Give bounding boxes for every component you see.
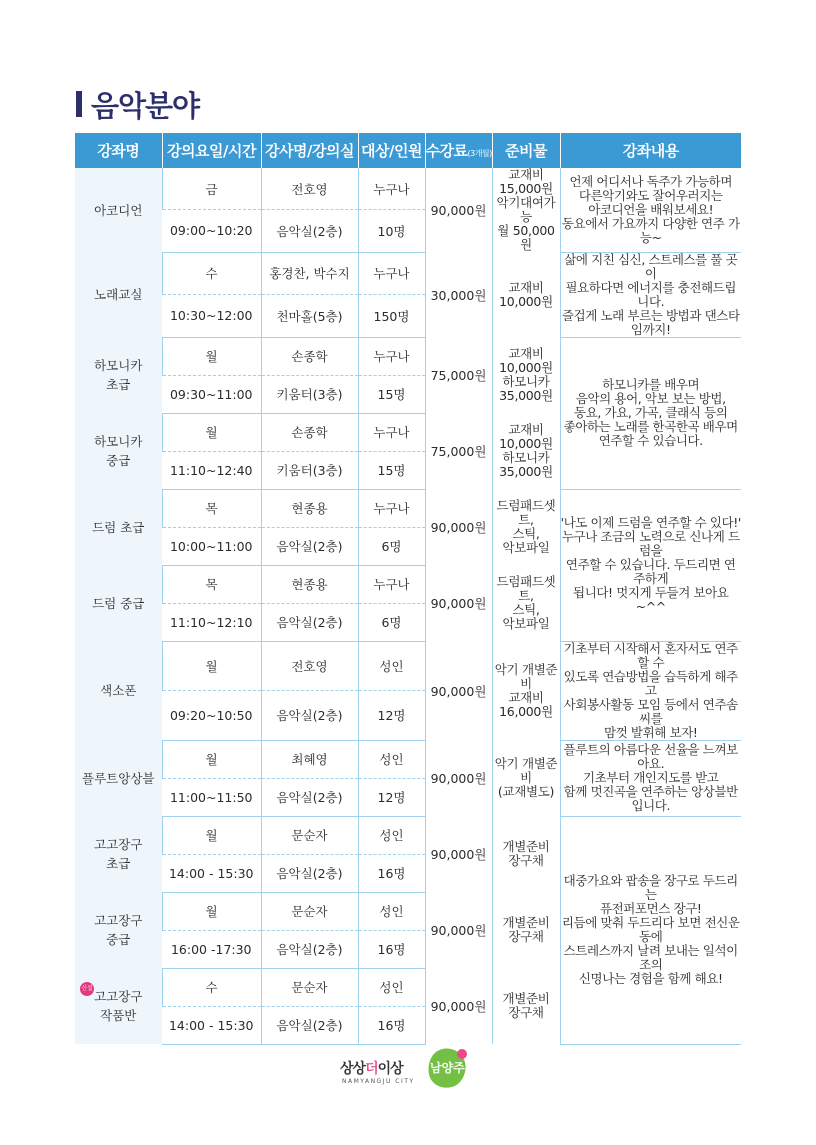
course-prep-line: 악보파일 <box>502 616 550 631</box>
course-description-line: 연주할 수 있습니다. <box>598 433 703 448</box>
course-prep <box>492 816 560 892</box>
course-description-line: 아코디언을 배워보세요! <box>588 201 714 217</box>
course-capacity: 6명 <box>358 603 425 641</box>
course-target: 누구나 <box>358 413 425 451</box>
course-description-line: 대중가요와 팝송을 장구로 두드리는 <box>563 873 738 902</box>
course-capacity: 15명 <box>358 451 425 489</box>
course-instructor: 문순자 <box>261 968 358 1006</box>
table-row <box>75 337 741 375</box>
section-title-text: 음악분야 <box>91 88 200 123</box>
course-prep-line: 교재비 <box>508 346 544 361</box>
course-target: 성인 <box>358 816 425 854</box>
course-prep-line: 10,000원 <box>499 293 553 309</box>
header-instructor: 강사명/강의실 <box>261 133 358 168</box>
course-fee: 90,000원 <box>425 565 492 641</box>
table-row <box>75 641 741 691</box>
course-description-line: 동요, 가요, 가곡, 클래식 등의 <box>574 405 728 420</box>
course-prep-line: 교재비 <box>508 167 544 182</box>
course-instructor: 손종학 <box>261 337 358 375</box>
course-fee: 75,000원 <box>425 413 492 489</box>
course-description-line: 기초부터 개인지도를 받고 <box>582 770 719 785</box>
course-prep <box>492 892 560 968</box>
course-name-text <box>82 769 154 788</box>
course-day: 목 <box>162 489 261 527</box>
course-instructor: 문순자 <box>261 816 358 854</box>
course-name-line: 하모니카 <box>94 434 143 449</box>
course-prep-line: 35,000원 <box>499 464 553 479</box>
table-header-row <box>75 133 741 168</box>
course-prep-line: 월 50,000원 <box>497 223 555 252</box>
course-target: 누구나 <box>358 168 425 210</box>
course-prep-line: 악기대여가능 <box>496 195 556 224</box>
course-name-text <box>94 911 142 949</box>
header-fee-label: 수강료 <box>425 142 468 160</box>
course-name-line: 중급 <box>106 453 131 468</box>
course-day: 월 <box>162 337 261 375</box>
course-instructor: 전호영 <box>261 641 358 691</box>
course-description-line: 하모니카를 배우며 <box>602 377 700 392</box>
course-time: 14:00 - 15:30 <box>162 1006 261 1044</box>
course-name <box>75 565 162 641</box>
course-description-line: 필요하다면 에너지를 충전해드립니다. <box>565 279 737 309</box>
course-name-line: 노래교실 <box>94 287 143 302</box>
course-room: 키움터(3층) <box>261 375 358 413</box>
course-prep-line: 10,000원 <box>499 436 553 451</box>
course-capacity: 12명 <box>358 778 425 816</box>
course-description-line: 신명나는 경험을 함께 해요! <box>578 971 723 986</box>
brand-slogan <box>340 1058 403 1078</box>
course-target: 누구나 <box>358 489 425 527</box>
course-time: 11:10~12:10 <box>162 603 261 641</box>
course-description <box>560 816 741 1044</box>
course-room: 음악실(2층) <box>261 854 358 892</box>
course-name-line: 드럼 중급 <box>92 595 145 611</box>
course-description-line: 리듬에 맞춰 두드리다 보면 전신운동에 <box>561 915 740 944</box>
header-fee <box>425 133 492 168</box>
course-day: 수 <box>162 252 261 295</box>
course-instructor: 전호영 <box>261 168 358 210</box>
course-capacity: 150명 <box>358 295 425 338</box>
course-description <box>560 489 741 641</box>
course-fee: 90,000원 <box>425 641 492 740</box>
course-prep-line: (교재별도) <box>497 784 555 799</box>
course-room: 키움터(3층) <box>261 451 358 489</box>
course-table <box>75 133 741 1045</box>
course-prep-line: 교재비 <box>508 422 544 437</box>
course-time: 09:00~10:20 <box>162 210 261 252</box>
course-prep-line: 장구채 <box>508 1005 544 1020</box>
course-time: 11:10~12:40 <box>162 451 261 489</box>
course-description-line: 삶에 지친 심신, 스트레스를 풀 곳이 <box>564 251 738 281</box>
course-name <box>75 337 162 413</box>
title-bar-decoration <box>76 91 82 117</box>
course-day: 월 <box>162 816 261 854</box>
course-prep <box>492 641 560 740</box>
course-room: 음악실(2층) <box>261 527 358 565</box>
course-description-line: 연주할 수 있습니다. 두드리면 연주하게 <box>565 557 736 586</box>
course-prep-line: 드럼패드셋트, <box>496 498 556 527</box>
course-name <box>75 968 162 1044</box>
course-instructor: 최혜영 <box>261 740 358 778</box>
table-row <box>75 252 741 295</box>
course-name-text <box>94 835 142 873</box>
course-instructor: 손종학 <box>261 413 358 451</box>
course-prep <box>492 740 560 816</box>
course-prep-line: 하모니카 <box>502 374 550 389</box>
course-capacity: 6명 <box>358 527 425 565</box>
course-time: 10:00~11:00 <box>162 527 261 565</box>
course-name <box>75 489 162 565</box>
course-fee: 90,000원 <box>425 892 492 968</box>
course-time: 10:30~12:00 <box>162 295 261 338</box>
course-description <box>560 252 741 337</box>
course-prep-line: 15,000원 <box>499 181 553 196</box>
header-name: 강좌명 <box>75 133 162 168</box>
course-name-text <box>94 201 142 220</box>
course-target: 성인 <box>358 968 425 1006</box>
course-description-line: 플루트의 아름다운 선율을 느껴보아요. <box>563 742 738 771</box>
course-name-line: 고고장구 <box>94 837 143 852</box>
course-time: 16:00 -17:30 <box>162 930 261 968</box>
course-instructor: 홍경찬, 박수지 <box>261 252 358 295</box>
course-name-line: 중급 <box>106 932 131 947</box>
course-fee: 30,000원 <box>425 252 492 337</box>
course-description-line: 함께 멋진곡을 연주하는 앙상블반입니다. <box>563 784 738 813</box>
course-description-line: 언제 어디서나 독주가 가능하며 <box>569 173 732 189</box>
course-name <box>75 816 162 892</box>
course-name-line: 고고장구 <box>94 913 143 928</box>
course-name-text <box>94 285 142 304</box>
course-name-text <box>94 356 142 394</box>
course-capacity: 12명 <box>358 691 425 741</box>
course-name <box>75 413 162 489</box>
table-row <box>75 816 741 854</box>
course-room: 음악실(2층) <box>261 603 358 641</box>
course-prep-line: 교재비 <box>508 279 544 295</box>
course-day: 수 <box>162 968 261 1006</box>
course-target: 성인 <box>358 892 425 930</box>
course-room: 음악실(2층) <box>261 691 358 741</box>
course-day: 목 <box>162 565 261 603</box>
course-name-line: 초급 <box>106 377 131 392</box>
course-name-line: 작품반 <box>100 1008 137 1023</box>
course-capacity: 16명 <box>358 930 425 968</box>
course-target: 누구나 <box>358 252 425 295</box>
course-name-line: 플루트앙상블 <box>82 770 155 786</box>
course-name-text <box>94 432 142 470</box>
course-capacity: 16명 <box>358 854 425 892</box>
course-time: 09:30~11:00 <box>162 375 261 413</box>
header-fee-note: (3개월) <box>467 149 492 158</box>
course-prep-line: 스틱, <box>512 526 540 541</box>
course-prep-line: 장구채 <box>508 929 544 944</box>
table-row <box>75 740 741 778</box>
course-description-line: 스트레스까지 날려 보내는 일석이조의 <box>563 943 738 972</box>
course-room: 음악실(2층) <box>261 778 358 816</box>
course-name <box>75 641 162 740</box>
course-instructor: 현종용 <box>261 489 358 527</box>
course-prep <box>492 252 560 337</box>
course-prep-line: 10,000원 <box>499 360 553 375</box>
course-name-line: 하모니카 <box>94 358 143 373</box>
course-prep-line: 스틱, <box>512 602 540 617</box>
course-prep-line: 하모니카 <box>502 450 550 465</box>
brand-part-b: 이상 <box>377 1061 403 1077</box>
course-prep-line: 35,000원 <box>499 388 553 403</box>
course-prep <box>492 565 560 641</box>
brand-sub: NAMYANGJU CITY <box>342 1078 415 1085</box>
course-name <box>75 740 162 816</box>
course-room: 음악실(2층) <box>261 1006 358 1044</box>
course-prep <box>492 489 560 565</box>
course-prep-line: 장구채 <box>508 853 544 868</box>
course-name-text <box>100 681 136 700</box>
course-description-line: 동요에서 가요까지 다양한 연주 가능~ <box>561 215 740 245</box>
course-target: 누구나 <box>358 565 425 603</box>
course-description-line: 있도록 연습방법을 습득하게 해주고 <box>563 668 738 698</box>
course-day: 금 <box>162 168 261 210</box>
course-prep-line: 개별준비 <box>502 839 550 854</box>
course-name-text <box>94 987 142 1025</box>
table-row <box>75 489 741 527</box>
course-name <box>75 168 162 252</box>
course-prep-line: 악보파일 <box>502 540 550 555</box>
header-prep: 준비물 <box>492 133 560 168</box>
course-time: 09:20~10:50 <box>162 691 261 741</box>
course-fee: 90,000원 <box>425 816 492 892</box>
course-day: 월 <box>162 740 261 778</box>
course-room: 음악실(2층) <box>261 930 358 968</box>
table-body <box>75 168 741 1044</box>
course-name <box>75 892 162 968</box>
course-description-line: 즐겁게 노래 부르는 방법과 댄스타임까지! <box>561 307 740 337</box>
course-fee: 90,000원 <box>425 968 492 1044</box>
course-description <box>560 337 741 489</box>
course-description-line: 누구나 조금의 노력으로 신나게 드럼을 <box>561 529 740 558</box>
course-instructor: 현종용 <box>261 565 358 603</box>
course-fee: 75,000원 <box>425 337 492 413</box>
course-name-line: 색소폰 <box>100 683 137 698</box>
course-prep <box>492 968 560 1044</box>
course-name <box>75 252 162 337</box>
course-name-line: 고고장구 <box>94 989 143 1004</box>
course-target: 성인 <box>358 641 425 691</box>
course-prep <box>492 413 560 489</box>
course-description <box>560 740 741 816</box>
course-prep-line: 악기 개별준비 <box>494 756 558 785</box>
section-title <box>76 84 199 124</box>
course-description-line: 좋아하는 노래를 한곡한곡 배우며 <box>563 419 738 434</box>
course-prep-line: 개별준비 <box>502 991 550 1006</box>
course-description-line: 기초부터 시작해서 혼자서도 연주할 수 <box>563 640 738 670</box>
header-desc: 강좌내용 <box>560 133 741 168</box>
course-prep-line: 악기 개별준비 <box>494 661 558 691</box>
city-logo <box>340 1046 480 1098</box>
course-prep <box>492 337 560 413</box>
course-day: 월 <box>162 892 261 930</box>
course-description <box>560 641 741 740</box>
course-target: 성인 <box>358 740 425 778</box>
course-prep-line: 드럼패드셋트, <box>496 574 556 603</box>
course-description-line: 됩니다! 멋지게 두들겨 보아요~^^ <box>573 585 729 614</box>
course-target: 누구나 <box>358 337 425 375</box>
course-description-line: 음악의 용어, 악보 보는 방법, <box>575 391 726 406</box>
course-capacity: 10명 <box>358 210 425 252</box>
course-instructor: 문순자 <box>261 892 358 930</box>
course-capacity: 16명 <box>358 1006 425 1044</box>
course-prep <box>492 168 560 252</box>
course-description <box>560 168 741 252</box>
course-description-line: 사회봉사활동 모임 등에서 연주솜씨를 <box>563 696 738 726</box>
course-description-line: 다른악기와도 잘어우러지는 <box>578 187 723 203</box>
brand-part-d: 더 <box>365 1061 378 1077</box>
course-prep-line: 개별준비 <box>502 915 550 930</box>
course-name-line: 드럼 초급 <box>92 519 145 535</box>
course-time: 11:00~11:50 <box>162 778 261 816</box>
header-target: 대상/인원 <box>358 133 425 168</box>
city-emblem-text: 남양주 <box>430 1061 465 1075</box>
course-description-line: '나도 이제 드럼을 연주할 수 있다!' <box>560 515 741 530</box>
new-badge: 신설 <box>80 982 94 996</box>
course-day: 월 <box>162 413 261 451</box>
course-prep-line: 16,000원 <box>499 703 553 719</box>
course-time: 14:00 - 15:30 <box>162 854 261 892</box>
header-time: 강의요일/시간 <box>162 133 261 168</box>
course-fee: 90,000원 <box>425 489 492 565</box>
course-fee: 90,000원 <box>425 168 492 252</box>
course-name-text <box>92 594 144 613</box>
course-capacity: 15명 <box>358 375 425 413</box>
course-day: 월 <box>162 641 261 691</box>
course-description-line: 퓨전퍼포먼스 장구! <box>599 901 702 916</box>
course-description-line: 맘껏 발휘해 보자! <box>604 724 698 740</box>
course-name-line: 아코디언 <box>94 202 143 218</box>
course-room: 천마홀(5층) <box>261 295 358 338</box>
course-name-text <box>92 518 144 537</box>
course-name-line: 초급 <box>106 856 131 871</box>
course-room: 음악실(2층) <box>261 210 358 252</box>
course-prep-line: 교재비 <box>508 689 544 705</box>
brand-part-a: 상상 <box>340 1061 366 1077</box>
table-row <box>75 168 741 210</box>
course-fee: 90,000원 <box>425 740 492 816</box>
